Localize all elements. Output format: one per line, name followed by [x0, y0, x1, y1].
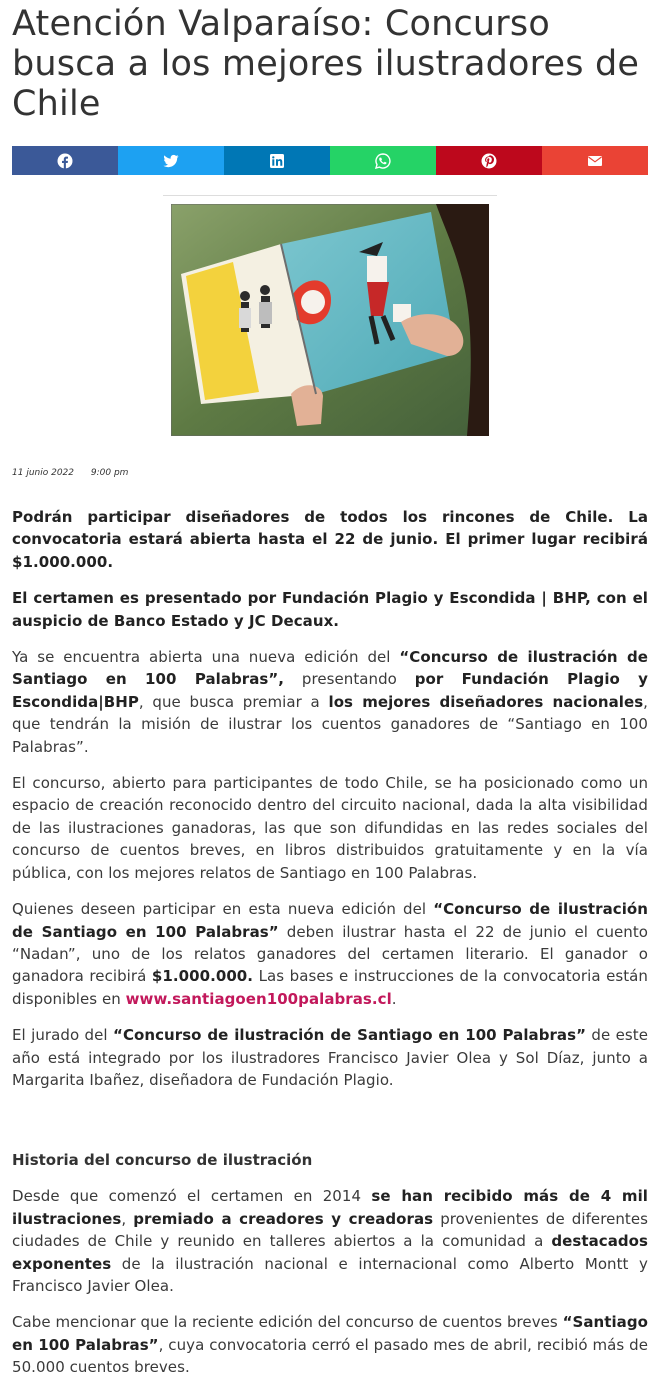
share-email-button[interactable] — [542, 146, 648, 175]
bold-text: “Concurso de ilustración de Santiago en 100 Palabras” — [12, 900, 648, 941]
paragraph-4 — [12, 1024, 648, 1091]
bold-text: los mejores diseñadores nacionales — [328, 692, 644, 711]
text: . — [391, 989, 397, 1008]
bold-text: “Concurso de ilustración de Santiago en 100 Palabras”, — [12, 648, 648, 689]
text: Cabe mencionar que la reciente edición del concurso de cuentos breves — [12, 1313, 563, 1332]
twitter-icon — [163, 153, 179, 169]
bold-text: por Fundación Plagio y Escondida|BHP — [12, 670, 648, 711]
paragraph-3 — [12, 898, 648, 1010]
share-pinterest-button[interactable] — [436, 146, 542, 175]
bold-text: destacados exponentes — [12, 1232, 648, 1273]
share-linkedin-button[interactable] — [224, 146, 330, 175]
bold-text: “Santiago en 100 Palabras” — [12, 1313, 648, 1354]
text: Ya se encuentra abierta una nueva edición del — [12, 648, 400, 667]
bold-text: $1.000.000. — [151, 967, 254, 986]
bold-text: se han recibido más de 4 mil ilustraciones — [12, 1187, 648, 1228]
article-title: Atención Valparaíso: Concurso busca a los mejores ilustradores de Chile — [12, 4, 640, 124]
text: provenientes de diferentes ciudades de Chile y reunido en talleres abiertos a la comunidad a — [12, 1209, 648, 1251]
lead-text-1: Podrán participar diseñadores de todos los rincones de Chile. La convocatoria estará abierta hasta el 22 de junio. El primer lugar recibirá $1.000.000. — [12, 508, 648, 571]
paragraph-2: El concurso, abierto para participantes de todo Chile, se ha posicionado como un espacio de creación reconocido dentro del circuito nacional, dada la alta visibilidad de las ilustraciones ganadoras, las que son difundidas en las redes sociales del concurso de cuentos breves, en libros distribuidos gratuitamente y en la vía pública, con los mejores relatos de Santiago en 100 Palabras. — [12, 774, 648, 882]
paragraph-1 — [12, 646, 648, 758]
text: deben ilustrar hasta el 22 de junio el cuento “Nadan”, uno de los relatos ganadores del certamen literario. El ganador o ganadora recibirá — [12, 922, 648, 986]
facebook-icon — [57, 153, 73, 169]
share-facebook-button[interactable] — [12, 146, 118, 175]
article-meta — [12, 468, 648, 478]
share-twitter-button[interactable] — [118, 146, 224, 175]
text: de este año está integrado por los ilustradores Francisco Javier Olea y Sol Díaz, junto a Margarita Ibañez, diseñadora de Fundación Plagio. — [12, 1026, 648, 1089]
text: , que busca premiar a — [138, 692, 329, 711]
text: Quienes deseen participar en esta nueva edición del — [12, 900, 434, 919]
lead-paragraph-1 — [12, 506, 648, 573]
pinterest-icon — [481, 153, 497, 169]
bold-text: premiado a creadores y creadoras — [133, 1209, 434, 1228]
bold-text: “Concurso de ilustración de Santiago en 100 Palabras” — [113, 1026, 586, 1045]
paragraph-6 — [12, 1311, 648, 1378]
share-whatsapp-button[interactable] — [330, 146, 436, 175]
whatsapp-icon — [375, 153, 391, 169]
article — [12, 0, 648, 1379]
share-bar — [12, 146, 648, 175]
linkedin-icon — [269, 153, 285, 169]
lead-paragraph-2 — [12, 587, 648, 632]
article-image — [171, 204, 489, 436]
envelope-icon — [587, 153, 603, 169]
section-heading: Historia del concurso de ilustración — [12, 1151, 313, 1170]
article-time: 9:00 pm — [90, 468, 129, 478]
paragraph-5 — [12, 1185, 648, 1297]
text: , — [121, 1209, 134, 1228]
text: presentando — [284, 670, 415, 689]
text: de la ilustración nacional e internacional como Alberto Montt y Francisco Javier Olea. — [12, 1254, 648, 1295]
lead-text-2: El certamen es presentado por Fundación Plagio y Escondida | BHP, con el auspicio de Banco Estado y JC Decaux. — [12, 589, 648, 630]
text: , cuya convocatoria cerró el pasado mes de abril, recibió más de 50.000 cuentos breves. — [12, 1335, 649, 1377]
article-photo — [171, 204, 489, 436]
text: El jurado del — [12, 1026, 114, 1045]
article-date: 11 junio 2022 — [12, 468, 74, 478]
contest-website-link[interactable]: www.santiagoen100palabras.cl — [125, 989, 392, 1008]
text: Las bases e instrucciones de la convocatoria están disponibles en — [12, 967, 648, 1008]
text: , que tendrán la misión de ilustrar los cuentos ganadores de “Santiago en 100 Palabras”. — [12, 692, 648, 756]
text: Desde que comenzó el certamen en 2014 — [12, 1187, 372, 1206]
divider — [163, 195, 497, 196]
